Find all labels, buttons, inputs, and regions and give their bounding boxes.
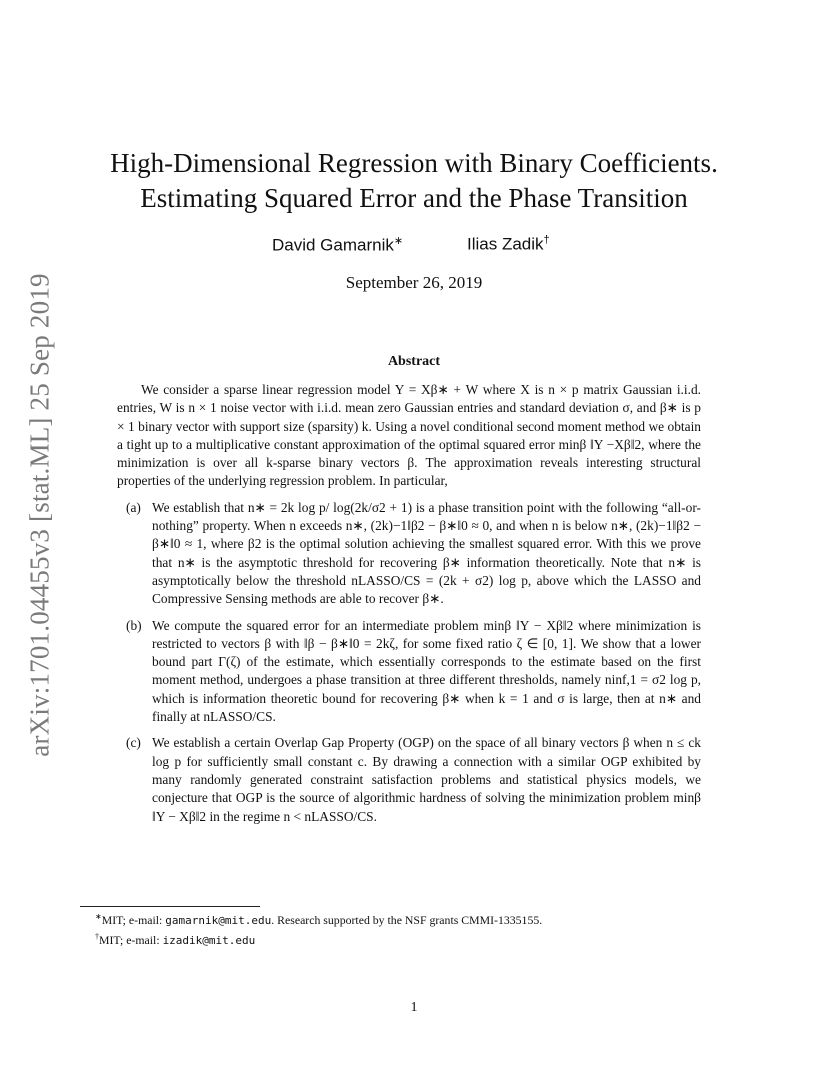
title-line-1: High-Dimensional Regression with Binary Coefficients.	[110, 148, 718, 178]
abstract-intro: We consider a sparse linear regression model Y = Xβ∗ + W where X is n × p matrix Gaussian i.i.d. entries, W is n × 1 noise vector with i.i.d. mean zero Gaussian entries and standard deviation σ, and β∗ is p × 1 binary vector with support size (sparsity) k. Using a novel conditional second moment method we obtain a tight up to a multiplicative constant approximation of the optimal squared error minβ ‖Y −Xβ‖2, where the minimization is over all k-sparse binary vectors β. The approximation reveals interesting structural properties of the underlying regression problem. In particular,	[117, 382, 701, 489]
footnote-prefix: MIT; e-mail:	[101, 912, 166, 927]
footnote-suffix: . Research supported by the NSF grants CMMI-1335155.	[271, 912, 543, 927]
item-text: We compute the squared error for an intermediate problem minβ ‖Y − Xβ‖2 where minimization is restricted to vectors β with ‖β − β∗‖0 = 2kζ, for some fixed ratio ζ ∈ [0, 1]. We show that a lower bound part Γ(ζ) of the estimate, which essentially corresponds to the estimate based on the first moment method, undergoes a phase transition at three different thresholds, namely ninf,1 = σ2 log p, which is information theoretic bound for recovering β∗ when k = 1 and σ is large, then at n∗ and finally at nLASSO/CS.	[152, 617, 701, 725]
item-label: (c)	[126, 735, 141, 751]
abstract-heading: Abstract	[387, 354, 441, 369]
abstract-body	[117, 381, 701, 834]
email-link[interactable]: izadik@mit.edu	[162, 933, 256, 947]
contribution-item	[117, 617, 701, 727]
footnote-divider	[80, 906, 260, 907]
contribution-item	[117, 499, 701, 609]
publication-date: September 26, 2019	[345, 273, 483, 292]
contribution-list	[117, 499, 701, 826]
email-link[interactable]: gamarnik@mit.edu	[165, 913, 272, 927]
item-text: We establish that n∗ = 2k log p/ log(2k/σ2 + 1) is a phase transition point with the following “all-or-nothing” property. When n exceeds n∗, (2k)−1‖β2 − β∗‖0 ≈ 0, and when n is below n∗, (2k)−1‖β2 − β∗‖0 ≈ 1, where β2 is the optimal solution achieving the smallest squared error. With this we prove that n∗ is the asymptotic threshold for recovering β∗ information theoretically. Note that n∗ is asymptotically below the threshold nLASSO/CS = (2k + σ2) log p, above which the LASSO and Compressive Sensing methods are able to recover β∗.	[152, 499, 701, 607]
author-1	[272, 234, 403, 256]
footnote-mark: †	[95, 931, 99, 941]
author-2	[467, 234, 550, 255]
arxiv-identifier: arXiv:1701.04455v3 [stat.ML] 25 Sep 2019	[24, 273, 55, 757]
author-footnote-mark: †	[543, 234, 550, 246]
footnote-prefix: MIT; e-mail:	[99, 932, 163, 947]
item-text: We establish a certain Overlap Gap Property (OGP) on the space of all binary vectors β when n ≤ ck log p for sufficiently small constant c. By drawing a connection with a similar OGP exhibited by many randomly generated constraint satisfaction problems and statistical physics models, we conjecture that OGP is the source of algorithmic hardness of solving the minimization problem minβ ‖Y − Xβ‖2 in the regime n < nLASSO/CS.	[152, 735, 701, 824]
footnote-2	[95, 929, 735, 949]
title-line-2: Estimating Squared Error and the Phase Transition	[140, 183, 688, 213]
author-name: Ilias Zadik	[467, 234, 544, 254]
page-number: 1	[410, 1000, 418, 1015]
footnotes	[95, 909, 735, 949]
item-label: (b)	[126, 617, 142, 633]
author-footnote-mark: ∗	[393, 235, 404, 247]
contribution-item	[117, 734, 701, 825]
footnote-mark: ∗	[95, 912, 102, 921]
paper-title	[60, 146, 768, 216]
footnote-1	[95, 909, 735, 929]
item-label: (a)	[126, 499, 141, 515]
author-name: David Gamarnik	[272, 235, 394, 255]
